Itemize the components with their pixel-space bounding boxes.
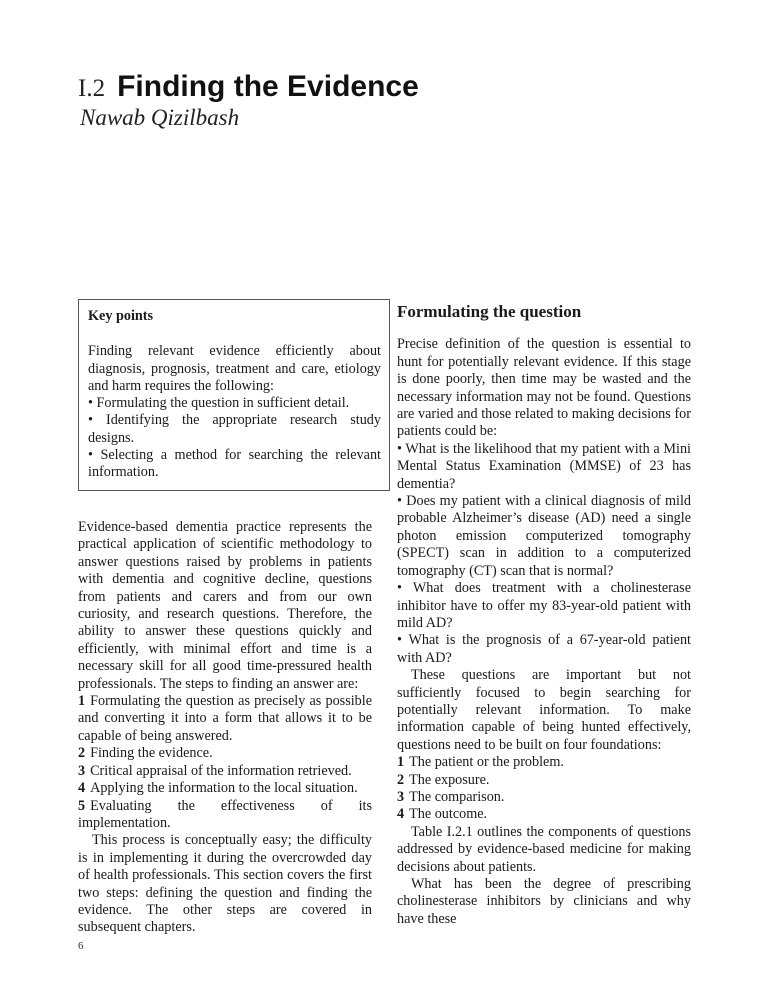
- step-text: Applying the information to the local situation.: [90, 780, 358, 797]
- left-column: [78, 519, 372, 937]
- step-number: 5: [78, 797, 86, 814]
- step-number: 1: [78, 693, 86, 710]
- section-heading: Formulating the question: [397, 302, 582, 321]
- process-paragraph: This process is conceptually easy; the difficulty is in implementing it during the overcrowded day of health professionals. This section covers the first two steps: defining the question and finding the evidence. The other steps are covered in subsequent chapters.: [78, 832, 372, 936]
- foundation-text: The comparison.: [409, 788, 505, 805]
- page-number: 6: [78, 940, 84, 952]
- step-item: [78, 780, 372, 797]
- key-points-intro: Finding relevant evidence efficiently about diagnosis, prognosis, treatment and care, etiology and harm requires the following:: [88, 343, 381, 394]
- foundation-item: [397, 806, 691, 823]
- key-point-item: • Identifying the appropriate research study designs.: [88, 412, 381, 446]
- foundation-number: 1: [397, 754, 405, 771]
- chapter-header: [78, 70, 419, 131]
- step-item: [78, 798, 372, 833]
- question-bullet: • What is the likelihood that my patient with a Mini Mental Status Examination (MMSE) of 23 has dementia?: [397, 440, 691, 492]
- step-item: [78, 763, 372, 780]
- key-point-item: • Selecting a method for searching the relevant information.: [88, 447, 381, 481]
- foundation-item: [397, 754, 691, 771]
- foundation-number: 4: [397, 806, 405, 823]
- intro-paragraph: Evidence-based dementia practice represents the practical application of scientific methodology to answer questions raised by problems in patients with dementia and cognitive decline, questions from patients and carers and from our own curiosity, and research questions. Therefore, the ability to answer these questions quickly and efficiently, with minimal effort and time is a necessary skill for all good time-pressured health professionals. The steps to finding an answer are:: [78, 519, 372, 692]
- foundation-text: The outcome.: [409, 806, 488, 823]
- step-text: Evaluating the effectiveness of its implementation.: [78, 797, 372, 831]
- foundation-item: [397, 772, 691, 789]
- chapter-number: I.2: [78, 75, 106, 102]
- question-bullet: • Does my patient with a clinical diagnosis of mild probable Alzheimer’s disease (AD) need a single photon emission computerized tomography (SPECT) scan in addition to a computerized tomography (CT) scan that is normal?: [397, 493, 691, 579]
- step-number: 4: [78, 780, 86, 797]
- step-item: [78, 745, 372, 762]
- right-column: [397, 303, 691, 928]
- foundation-text: The exposure.: [409, 771, 490, 788]
- prescribing-paragraph: What has been the degree of prescribing cholinesterase inhibitors by clinicians and why have these: [397, 876, 691, 927]
- foundation-text: The patient or the problem.: [409, 754, 564, 771]
- chapter-title: Finding the Evidence: [117, 70, 419, 103]
- step-text: Formulating the question as precisely as possible and converting it into a form that allows it to be capable of being answered.: [78, 693, 372, 744]
- key-points-box: [78, 299, 390, 491]
- definition-paragraph: Precise definition of the question is essential to hunt for potentially relevant evidence. If this stage is done poorly, then time may be wasted and the necessary information may not be found. Questions are varied and those related to making decisions for patients could be:: [397, 336, 691, 440]
- chapter-title-line: [78, 70, 419, 104]
- table-reference-paragraph: Table I.2.1 outlines the components of questions addressed by evidence-based medicine for making decisions about patients.: [397, 823, 691, 875]
- key-point-item: • Formulating the question in sufficient detail.: [88, 395, 350, 412]
- step-number: 3: [78, 762, 86, 779]
- step-text: Critical appraisal of the information retrieved.: [90, 762, 352, 779]
- key-points-title: Key points: [88, 308, 154, 324]
- foundation-number: 3: [397, 788, 405, 805]
- question-bullet: • What is the prognosis of a 67-year-old patient with AD?: [397, 632, 691, 666]
- step-text: Finding the evidence.: [90, 745, 213, 762]
- foundation-number: 2: [397, 771, 405, 788]
- question-bullet: • What does treatment with a cholinesterase inhibitor have to offer my 83-year-old patient with mild AD?: [397, 580, 691, 631]
- chapter-author: Nawab Qizilbash: [80, 105, 240, 130]
- step-item: [78, 693, 372, 745]
- foundation-item: [397, 789, 691, 806]
- step-number: 2: [78, 745, 86, 762]
- focus-paragraph: These questions are important but not sufficiently focused to begin searching for potentially relevant information. To make information capable of being hunted effectively, questions need to be built on four foundations:: [397, 667, 691, 753]
